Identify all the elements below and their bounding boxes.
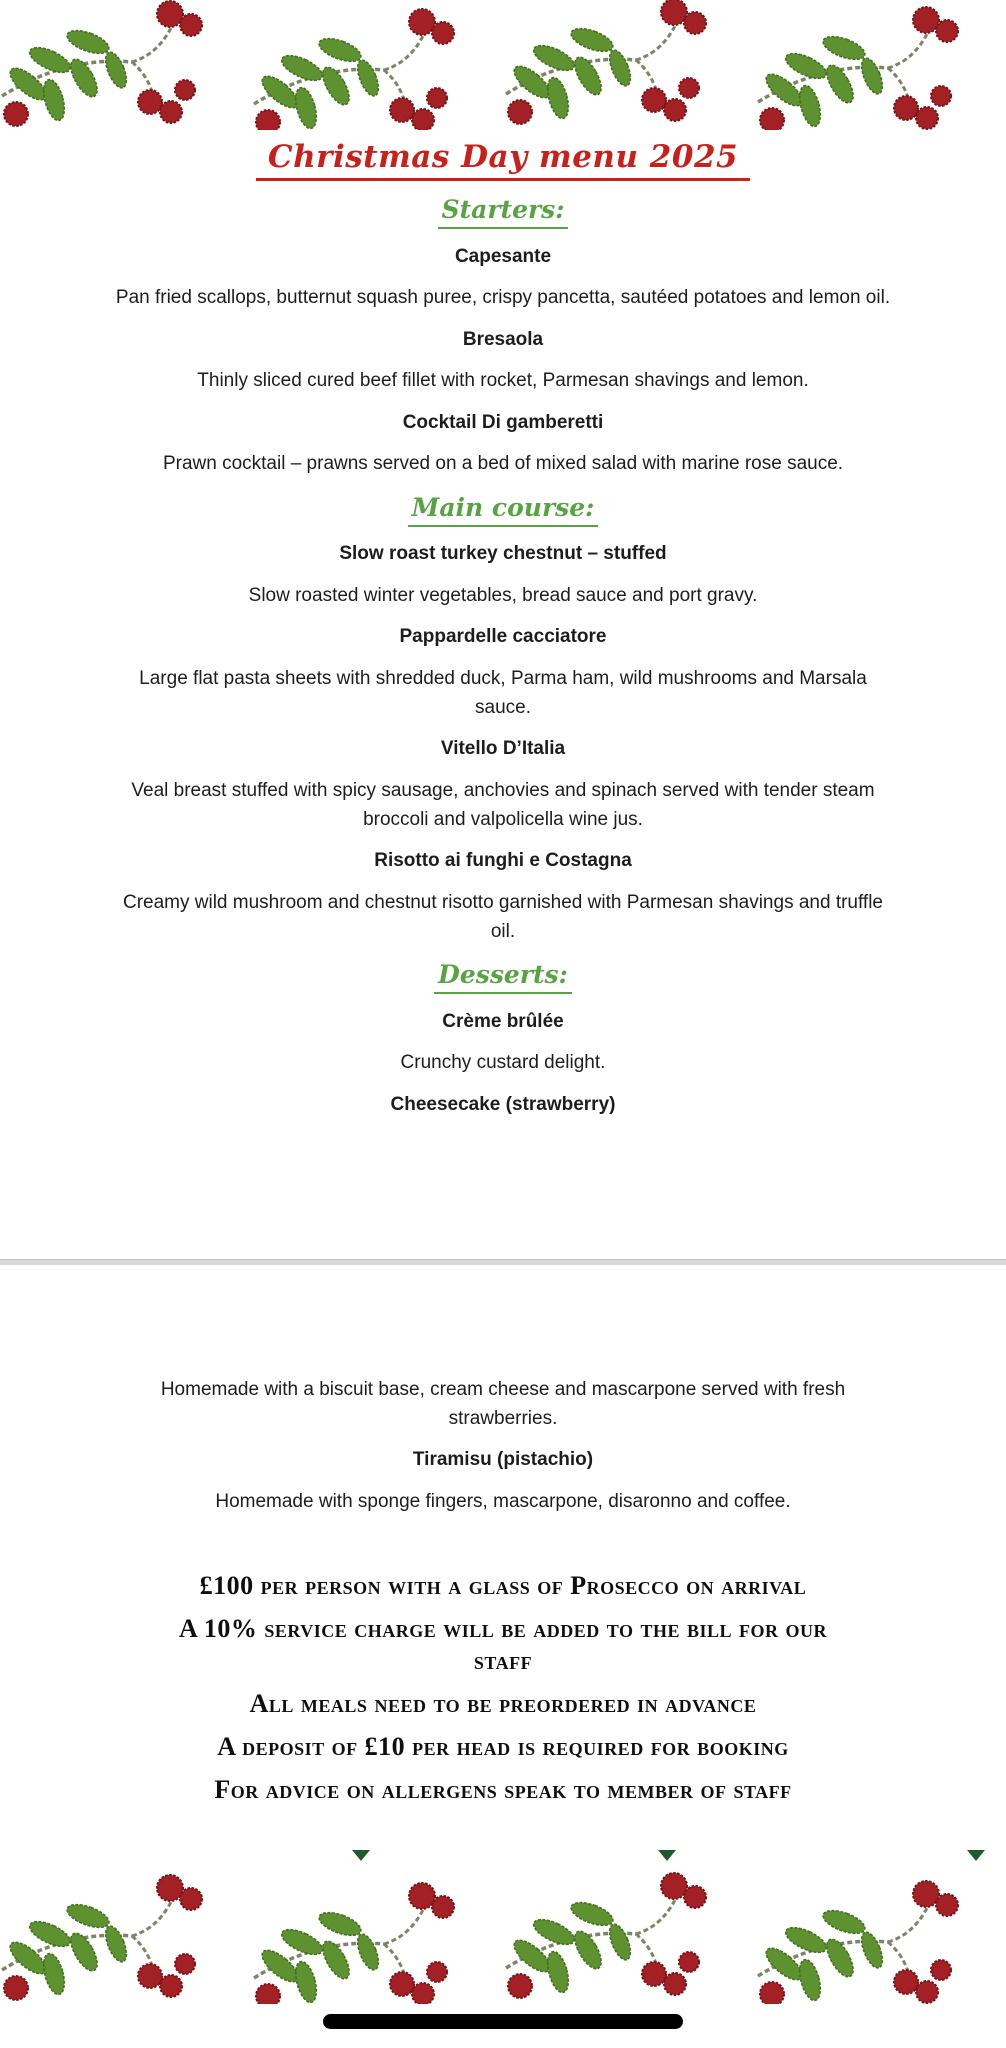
dish-name: Crème brûlée bbox=[442, 1010, 564, 1032]
dish-description: Homemade with sponge fingers, mascarpone, disaronno and coffee. bbox=[215, 1490, 791, 1512]
dish-description: Slow roasted winter vegetables, bread sauce and port gravy. bbox=[248, 584, 758, 606]
home-indicator-bar bbox=[323, 2014, 683, 2029]
tree-tip-icon bbox=[967, 1850, 985, 1861]
section-heading-main-course: Main course: bbox=[408, 491, 599, 527]
notice-price: £100 per person with a glass of Prosecco on arrival bbox=[199, 1570, 807, 1600]
holly-garland-bottom-icon bbox=[0, 1872, 1006, 2004]
dish-description: Prawn cocktail – prawns served on a bed of mixed salad with marine rose sauce. bbox=[162, 453, 844, 474]
dish-description: Thinly sliced cured beef fillet with rocket, Parmesan shavings and lemon. bbox=[197, 370, 809, 391]
menu-notices bbox=[0, 1570, 1006, 1806]
dish-name: Risotto ai funghi e Costagna bbox=[374, 850, 632, 871]
dish-name: Cocktail Di gamberetti bbox=[402, 411, 604, 433]
dish-description: Crunchy custard delight. bbox=[400, 1052, 606, 1073]
notice-allergens: For advice on allergens speak to member of staff bbox=[214, 1774, 792, 1804]
section-heading-starters: Starters: bbox=[438, 193, 569, 229]
dish-description: Pan fried scallops, butternut squash puree, crispy pancetta, sautéed potatoes and lemon oil. bbox=[115, 287, 891, 308]
dish-description: Large flat pasta sheets with shredded duck, Parma ham, wild mushrooms and Marsala sauce. bbox=[139, 667, 867, 718]
dish-name: Cheesecake (strawberry) bbox=[390, 1093, 616, 1115]
tree-tip-icon bbox=[658, 1850, 676, 1861]
tree-tip-icon bbox=[352, 1850, 370, 1861]
page-title: Christmas Day menu 2025 bbox=[256, 137, 750, 181]
dish-name: Slow roast turkey chestnut – stuffed bbox=[339, 543, 667, 564]
dish-name: Capesante bbox=[454, 245, 552, 267]
dish-description: Creamy wild mushroom and chestnut risotto garnished with Parmesan shavings and truffle oil. bbox=[122, 891, 884, 942]
dish-description: Homemade with a biscuit base, cream cheese and mascarpone served with fresh strawberries. bbox=[160, 1378, 846, 1429]
notice-preorder: All meals need to be preordered in advance bbox=[249, 1688, 757, 1718]
notice-deposit: A deposit of £10 per head is required for booking bbox=[217, 1731, 789, 1761]
notice-service-charge: A 10% service charge will be added to the bill for our staff bbox=[179, 1613, 827, 1675]
dish-description: Veal breast stuffed with spicy sausage, anchovies and spinach served with tender steam broccoli and valpolicella wine jus. bbox=[131, 779, 875, 830]
dish-name: Pappardelle cacciatore bbox=[399, 626, 607, 647]
dish-name: Bresaola bbox=[462, 328, 544, 350]
section-heading-desserts: Desserts: bbox=[434, 958, 572, 994]
dish-name: Vitello D’Italia bbox=[440, 738, 566, 759]
page-break-separator bbox=[0, 1259, 1006, 1265]
dish-name: Tiramisu (pistachio) bbox=[412, 1449, 594, 1470]
